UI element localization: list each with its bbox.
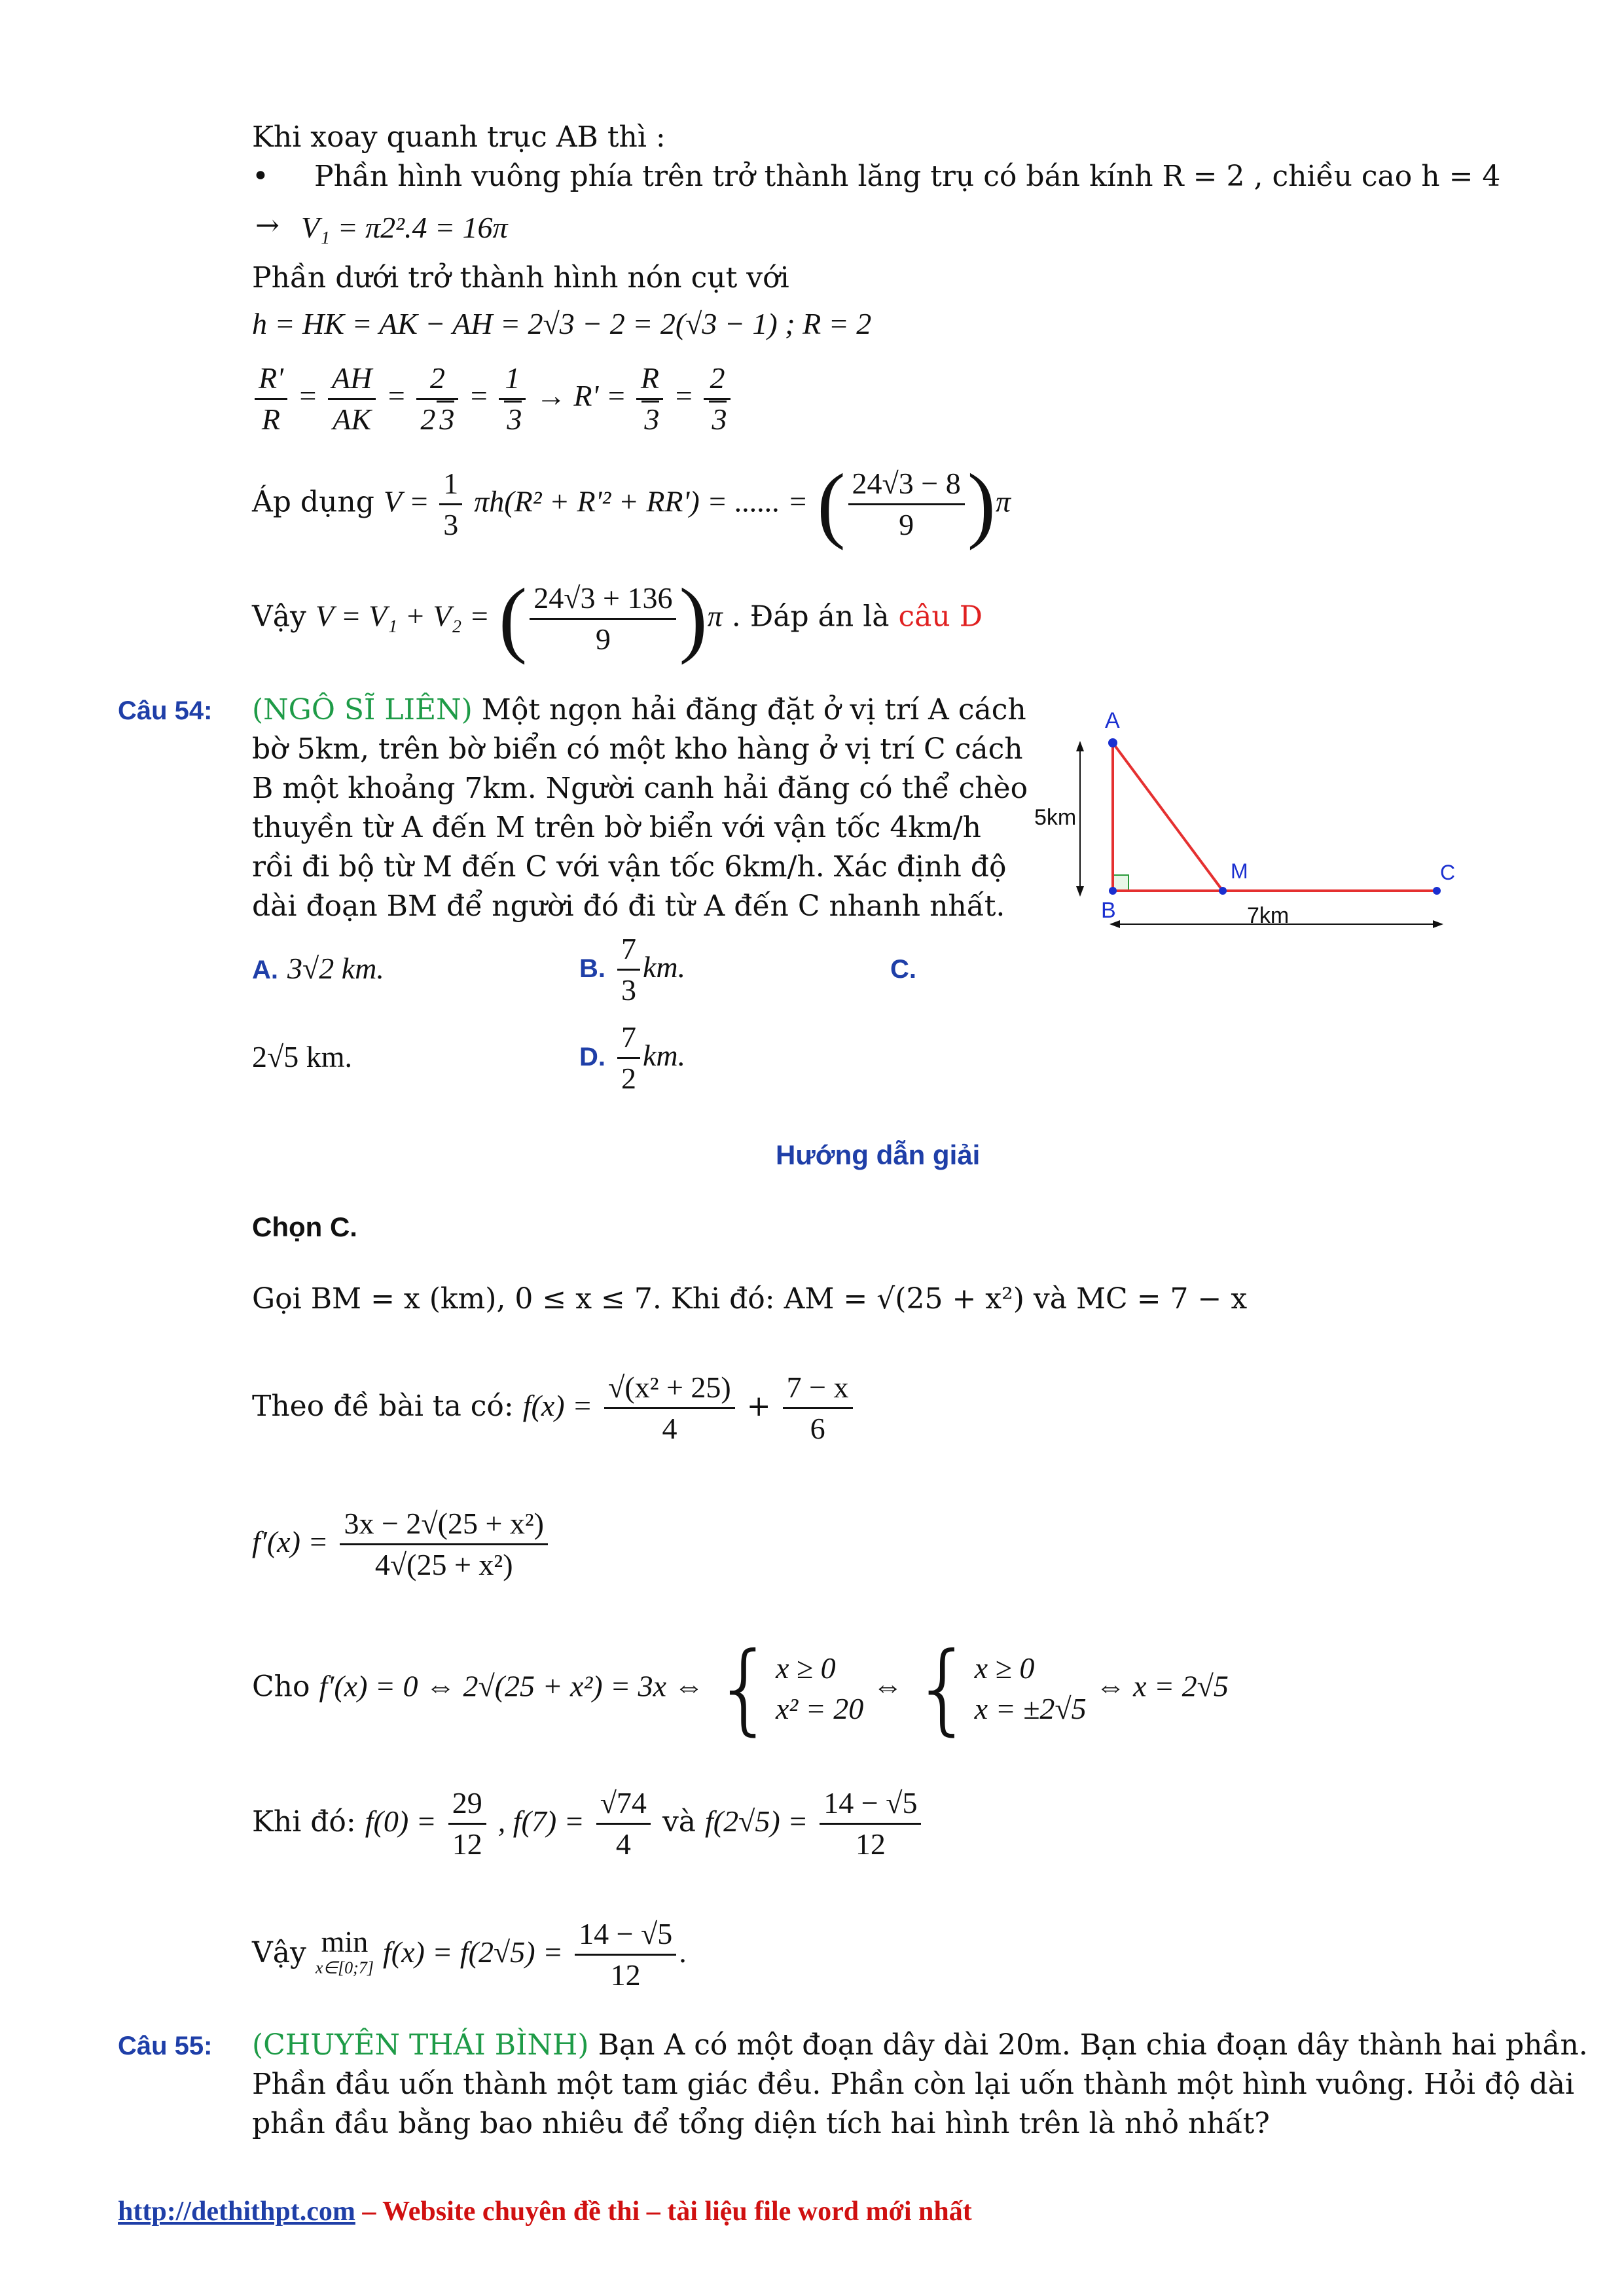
solution-heading-row	[776, 1136, 980, 1175]
min-eq: f(x) = f(2√5) =	[382, 1935, 564, 1969]
f25-den: 12	[855, 1827, 886, 1861]
q54-label: Câu 54:	[118, 696, 213, 725]
option-b[interactable]	[579, 929, 685, 1010]
apply-row: Áp dụng V = $\frac{1}{3}$ πh(R² + R'² + RR') = ...... = ( $\frac{24√3 - 8}{9}$ )π	[252, 457, 1011, 551]
f-lhs: f(x) =	[522, 1389, 593, 1422]
vay-answer: câu D	[898, 600, 983, 634]
q55-text-1: Bạn A có một đoạn dây dài 20m. Bạn chia đoạn dây thành hai phần.	[598, 2028, 1588, 2062]
q55-label: Câu 55:	[118, 2032, 213, 2060]
va-text: và	[662, 1805, 696, 1839]
q55-label-row	[118, 2026, 213, 2066]
khi-row	[252, 1784, 924, 1864]
sys1-b: x² = 20	[775, 1692, 864, 1725]
sys1-a: x ≥ 0	[775, 1651, 836, 1685]
option-d[interactable]	[579, 1018, 685, 1098]
cho-row: Cho f′(x) = 0 ⇔ 2√(25 + x²) = 3x ⇔ { x ≥ 0 x² = 20 ⇔ { x ≥ 0 x = ±2√5 ⇔ x = 2√5	[252, 1632, 1229, 1746]
vay-text: Vậy	[252, 1936, 306, 1969]
bullet-mark: •	[252, 160, 269, 193]
q55-line-2: Phần đầu uốn thành một tam giác đều. Phần còn lại uốn thành một hình vuông. Hỏi độ dài	[252, 2068, 1575, 2101]
h-formula: h = HK = AK − AH = 2√3 − 2 = 2(√3 − 1) ; R = 2	[252, 307, 872, 340]
q54-line-5: rồi đi bộ từ M đến C với vận tốc 6km/h. Xác định độ	[252, 850, 1007, 884]
point-a	[1108, 738, 1117, 747]
choose-row	[252, 1208, 357, 1247]
q54-line-3: B một khoảng 7km. Người canh hải đăng có thể chèo	[252, 772, 1028, 805]
intro-line-2: Phần hình vuông phía trên trở thành lăng trụ có bán kính R = 2 , chiều cao h = 4	[314, 160, 1501, 193]
footer-text: – Website chuyên đề thi – tài liệu file word mới nhất	[355, 2197, 972, 2227]
option-d-den: 2	[621, 1062, 636, 1095]
q54-line-6: dài đoạn BM để người đó đi từ A đến C nhanh nhất.	[252, 889, 1005, 923]
f7-lhs: , f(7) =	[497, 1804, 585, 1838]
f25-lhs: f(2√5) =	[705, 1804, 808, 1838]
segment-am	[1113, 743, 1223, 891]
f-den1: 4	[662, 1412, 677, 1445]
q54-source: (NGÔ SĨ LIÊN)	[252, 693, 473, 726]
f7-num: √74	[596, 1784, 651, 1825]
option-c-label: C.	[890, 955, 916, 984]
option-b-num: 7	[617, 929, 640, 971]
iff-symbol: ⇔	[873, 1669, 903, 1703]
label-b: B	[1101, 898, 1116, 923]
f0-den: 12	[452, 1827, 482, 1861]
fp-den: 4√(25 + x²)	[374, 1548, 513, 1581]
vay-row: Vậy V = V₁ + V₂ = ( $\frac{24√3 + 136}{9}$ )π . Đáp án là câu D	[252, 571, 983, 666]
point-c	[1433, 887, 1441, 895]
apply-rest: πh(R² + R'² + RR') = ...... =	[474, 484, 808, 518]
intro-line-3: Phần dưới trở thành hình nón cụt với	[252, 261, 789, 295]
q54-line-4: thuyền từ A đến M trên bờ biển với vận tốc 4km/h	[252, 811, 981, 844]
option-a-text: 3√2 km.	[287, 952, 384, 985]
q54-line-2: bờ 5km, trên bờ biển có một kho hàng ở vị trí C cách	[252, 732, 1023, 766]
option-a[interactable]	[252, 949, 384, 990]
f25-num: 14 − √5	[820, 1784, 921, 1825]
option-b-unit: km.	[643, 950, 686, 984]
label-a: A	[1105, 708, 1120, 733]
footer-link[interactable]: http://dethithpt.com	[118, 2197, 355, 2227]
apply-result-num: 24√3 − 8	[848, 464, 965, 505]
q54-label-row	[118, 691, 213, 730]
point-m	[1219, 887, 1227, 895]
fp-num: 3x − 2√(25 + x²)	[340, 1504, 548, 1545]
f7-den: 4	[615, 1827, 631, 1861]
theo-text: Theo đề bài ta có:	[252, 1390, 514, 1423]
option-b-label: B.	[579, 954, 605, 983]
option-d-unit: km.	[643, 1039, 686, 1072]
min-row	[252, 1914, 687, 1995]
ratio-formula: $\frac{R'}{R}$ = $\frac{AH}{AK}$ = $\frac{2}{2 3}$ = $\frac{1}{3}$ → R' = $\frac{R}{3}$ = $\frac{2}{3}$	[252, 359, 733, 439]
dim-arrowhead-top	[1076, 741, 1084, 751]
option-c-text[interactable]: 2√5 km.	[252, 1040, 353, 1073]
vay-den: 9	[595, 622, 611, 656]
dim-arrowhead-bottom	[1076, 886, 1084, 897]
min-word: min	[321, 1924, 369, 1958]
theo-row: Theo đề bài ta có: f(x) = $\frac{\text{√(x² + 25)}}{4}$ + $\frac{7 - x}{6}$	[252, 1368, 856, 1448]
page-footer	[118, 2196, 972, 2227]
q55-line-3: phần đầu bằng bao nhiêu để tổng diện tích hai hình trên là nhỏ nhất?	[252, 2107, 1270, 2140]
apply-prefix: Áp dụng	[252, 485, 374, 519]
f0-lhs: f(0) =	[365, 1804, 437, 1838]
option-d-label: D.	[579, 1043, 605, 1071]
apply-formula: V =	[383, 484, 437, 518]
f0-num: 29	[448, 1784, 486, 1825]
sys2-b: x = ±2√5	[974, 1692, 1087, 1725]
cho-end: ⇔ x = 2√5	[1095, 1669, 1229, 1703]
goi-line: Gọi BM = x (km), 0 ≤ x ≤ 7. Khi đó: AM = √(25 + x²) và MC = 7 − x	[252, 1282, 1248, 1316]
lighthouse-figure	[1034, 694, 1492, 942]
arrow-icon: →	[255, 209, 280, 242]
dim-arrowhead-right	[1433, 920, 1443, 928]
option-a-label: A.	[252, 956, 278, 984]
vay-prefix: Vậy	[252, 600, 306, 634]
q55-line-1	[252, 2026, 1588, 2065]
f-num1: √(x² + 25)	[604, 1368, 735, 1409]
f-den2: 6	[810, 1412, 825, 1445]
q54-text-1: Một ngọn hải đăng đặt ở vị trí A cách	[481, 693, 1026, 726]
choose-answer: Chọn C.	[252, 1211, 357, 1242]
vay-num: 24√3 + 136	[530, 579, 676, 620]
sys2-a: x ≥ 0	[974, 1651, 1035, 1685]
label-m: M	[1231, 859, 1248, 883]
min-den: 12	[610, 1958, 641, 1992]
cho-text: Cho	[252, 1670, 310, 1704]
khi-text: Khi đó:	[252, 1805, 356, 1839]
label-c: C	[1440, 861, 1456, 884]
vay-formula: V = V₁ + V₂ =	[315, 599, 490, 633]
apply-result-den: 9	[899, 507, 914, 541]
f-num2: 7 − x	[783, 1368, 853, 1409]
min-sub: x∈[0;7]	[315, 1958, 374, 1977]
label-7km: 7km	[1247, 903, 1290, 928]
label-5km: 5km	[1034, 805, 1077, 830]
point-b	[1109, 887, 1117, 895]
v1-formula: V₁ = π2².4 = 16π	[301, 211, 508, 244]
intro-line-1: Khi xoay quanh trục AB thì :	[252, 120, 666, 154]
fp-lhs: f′(x) =	[252, 1525, 329, 1558]
option-d-num: 7	[617, 1018, 640, 1059]
vay-suffix: . Đáp án là	[731, 600, 890, 634]
min-end: .	[679, 1935, 687, 1969]
option-c-label-row[interactable]	[890, 949, 916, 989]
cho-eq: f′(x) = 0 ⇔ 2√(25 + x²) = 3x ⇔	[319, 1669, 704, 1703]
fprime-row	[252, 1504, 550, 1585]
min-num: 14 − √5	[575, 1914, 676, 1956]
q55-source: (CHUYÊN THÁI BÌNH)	[252, 2028, 589, 2062]
option-b-den: 3	[621, 973, 636, 1007]
solution-heading: Hướng dẫn giải	[776, 1139, 981, 1170]
q54-line-1	[252, 691, 1026, 730]
